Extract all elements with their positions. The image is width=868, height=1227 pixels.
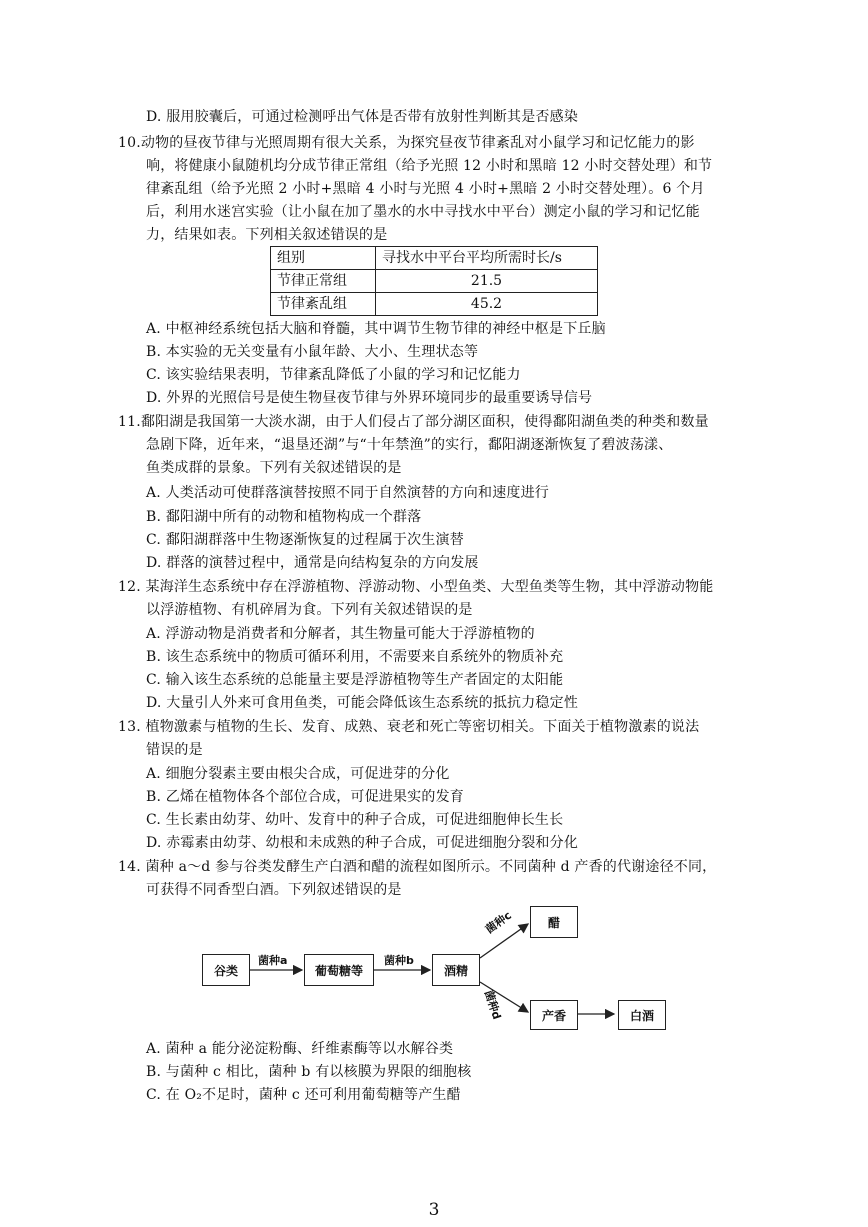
table-header-cell: 组别 [271,247,376,270]
fermentation-flow-diagram [200,898,680,1038]
q12-stem-line: 12. 某海洋生态系统中存在浮游植物、浮游动物、小型鱼类、大型鱼类等生物，其中浮游动物能 [118,579,714,595]
q11-option-d: D. 群落的演替过程中，通常是向结构复杂的方向发展 [146,555,479,571]
q13-option-a: A. 细胞分裂素主要由根尖合成，可促进芽的分化 [146,766,450,782]
q14-option-c: C. 在 O₂不足时，菌种 c 还可利用葡萄糖等产生醋 [146,1087,461,1103]
table-cell: 节律紊乱组 [271,293,376,316]
table-cell: 21.5 [376,270,598,293]
q12-option-b: B. 该生态系统中的物质可循环利用，不需要来自系统外的物质补充 [146,649,564,665]
q11-option-c: C. 鄱阳湖群落中生物逐渐恢复的过程属于次生演替 [146,532,464,548]
flow-box-aroma: 产香 [530,1000,578,1030]
q13-option-d: D. 赤霉素由幼芽、幼根和未成熟的种子合成，可促进细胞分裂和分化 [146,835,579,851]
q10-option-d: D. 外界的光照信号是使生物昼夜节律与外界环境同步的最重要诱导信号 [146,390,593,406]
q13-stem-line: 错误的是 [146,742,203,758]
flow-box-liquor: 白酒 [618,1000,666,1030]
q13-option-c: C. 生长素由幼芽、幼叶、发育中的种子合成，可促进细胞伸长生长 [146,812,564,828]
q12-option-a: A. 浮游动物是消费者和分解者，其生物量可能大于浮游植物的 [146,626,535,642]
q11-stem-line: 鱼类成群的景象。下列有关叙述错误的是 [146,460,402,476]
flow-label-strain-c: 菌种c [483,908,514,937]
flow-label-strain-b: 菌种b [384,954,414,967]
q10-option-a: A. 中枢神经系统包括大脑和脊髓，其中调节生物节律的神经中枢是下丘脑 [146,321,606,337]
table-row [271,247,598,270]
flow-box-grain: 谷类 [202,954,250,986]
q11-stem-line: 急剧下降，近年来，“退垦还湖”与“十年禁渔”的实行，鄱阳湖逐渐恢复了碧波荡漾、 [146,437,673,453]
q10-option-c: C. 该实验结果表明，节律紊乱降低了小鼠的学习和记忆能力 [146,367,521,383]
q11-option-b: B. 鄱阳湖中所有的动物和植物构成一个群落 [146,509,422,525]
q9-option-d: D. 服用胶囊后，可通过检测呼出气体是否带有放射性判断其是否感染 [146,109,579,125]
table-cell: 45.2 [376,293,598,316]
q14-stem-line: 14. 菌种 a～d 参与谷类发酵生产白酒和醋的流程如图所示。不同菌种 d 产香的代谢途径不同， [118,859,717,875]
page-number: 3 [428,1200,440,1220]
table-header-cell: 寻找水中平台平均所需时长/s [376,247,598,270]
q13-stem-line: 13. 植物激素与植物的生长、发育、成熟、衰老和死亡等密切相关。下面关于植物激素的说法 [118,719,700,735]
q14-option-b: B. 与菌种 c 相比，菌种 b 有以核膜为界限的细胞核 [146,1064,472,1080]
q11-stem-line: 11.鄱阳湖是我国第一大淡水湖，由于人们侵占了部分湖区面积，使得鄱阳湖鱼类的种类和数量 [118,414,709,430]
flow-box-glucose: 葡萄糖等 [304,954,374,986]
table-row [271,270,598,293]
q12-option-c: C. 输入该生态系统的总能量主要是浮游植物等生产者固定的太阳能 [146,672,564,688]
flow-box-vinegar: 醋 [530,906,578,938]
q10-stem-line: 律紊乱组（给予光照 2 小时+黑暗 4 小时与光照 4 小时+黑暗 2 小时交替处理）。6 个月 [146,181,705,197]
q12-option-d: D. 大量引人外来可食用鱼类，可能会降低该生态系统的抵抗力稳定性 [146,695,579,711]
flow-box-alcohol: 酒精 [432,954,480,986]
q14-stem-line: 可获得不同香型白酒。下列叙述错误的是 [146,882,402,898]
table-cell: 节律正常组 [271,270,376,293]
q10-results-table [270,246,598,316]
flow-label-strain-d: 菌种d [481,988,504,1022]
q10-stem-line: 力，结果如表。下列相关叙述错误的是 [146,227,388,243]
q10-option-b: B. 本实验的无关变量有小鼠年龄、大小、生理状态等 [146,344,479,360]
q10-stem-line: 后，利用水迷宫实验（让小鼠在加了墨水的水中寻找水中平台）测定小鼠的学习和记忆能 [146,204,700,220]
q10-stem-line: 10.动物的昼夜节律与光照周期有很大关系，为探究昼夜节律紊乱对小鼠学习和记忆能力的影 [118,135,695,151]
table-row [271,293,598,316]
q14-option-a: A. 菌种 a 能分泌淀粉酶、纤维素酶等以水解谷类 [146,1041,454,1057]
flow-label-strain-a: 菌种a [258,954,288,967]
q12-stem-line: 以浮游植物、有机碎屑为食。下列有关叙述错误的是 [146,602,473,618]
q13-option-b: B. 乙烯在植物体各个部位合成，可促进果实的发育 [146,789,464,805]
q10-stem-line: 响，将健康小鼠随机均分成节律正常组（给予光照 12 小时和黑暗 12 小时交替处理）和节 [146,158,713,174]
q11-option-a: A. 人类活动可使群落演替按照不同于自然演替的方向和速度进行 [146,485,550,501]
